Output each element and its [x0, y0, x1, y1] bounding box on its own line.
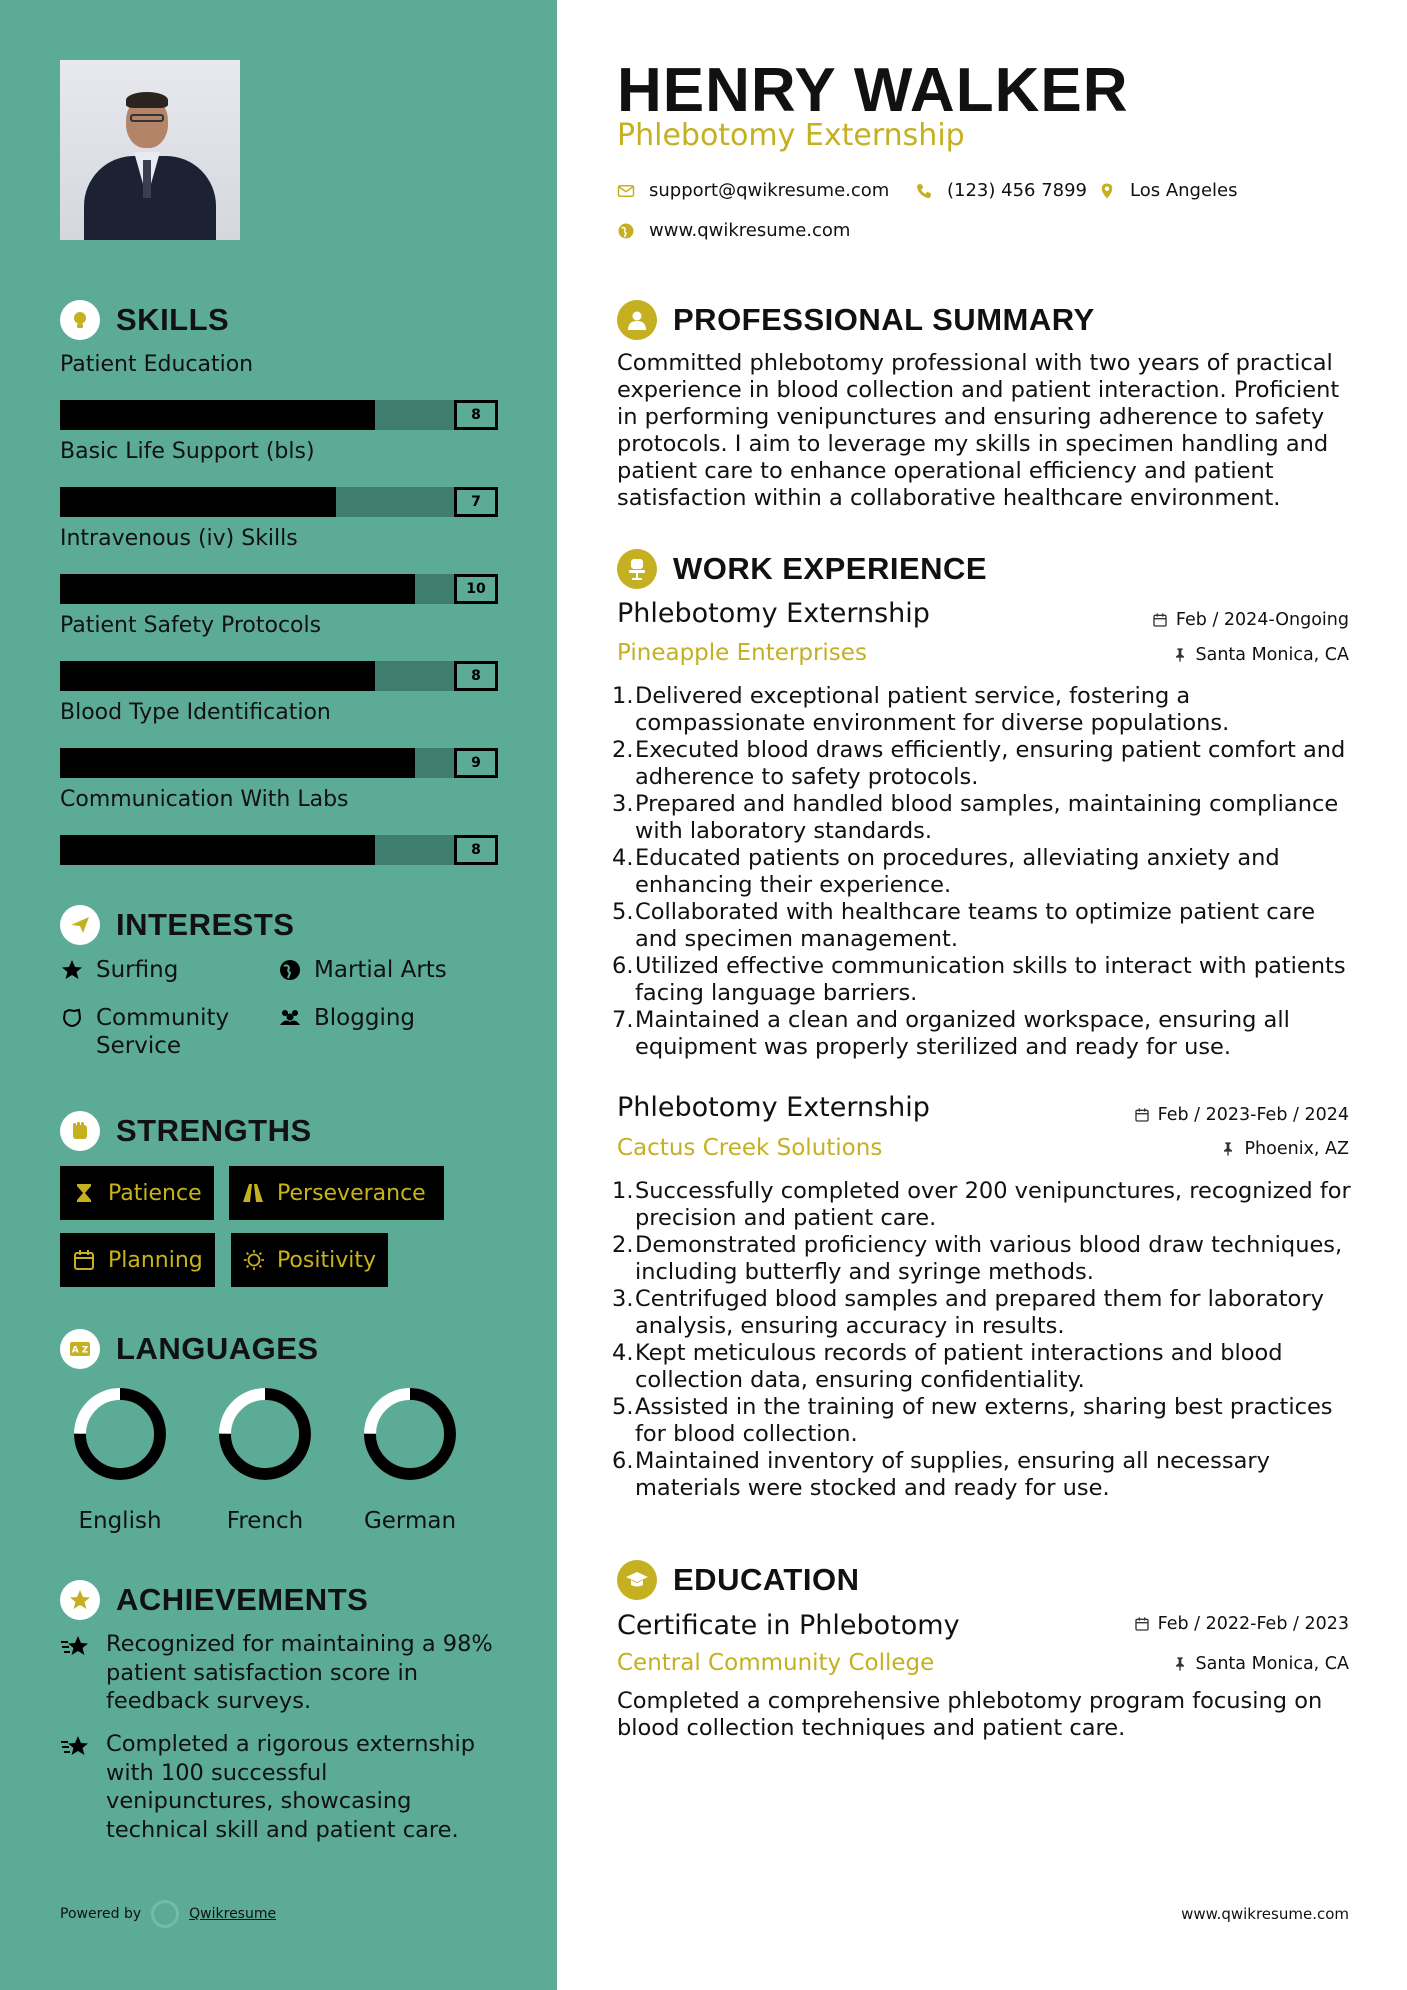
profile-photo [60, 60, 240, 240]
education-heading [617, 1560, 859, 1600]
skills-title: SKILLS [116, 302, 230, 337]
skill-bar [60, 661, 498, 691]
job-location [1220, 1139, 1349, 1159]
email-text: support@qwikresume.com [649, 180, 890, 201]
language-item [350, 1386, 470, 1534]
skill-bar [60, 748, 498, 778]
chair-icon [617, 549, 657, 589]
interest-label: Blogging [314, 1005, 416, 1031]
hourglass-icon [72, 1181, 96, 1205]
powered-label: Powered by [60, 1906, 142, 1922]
duty-item: Utilized effective communication skills to interact with patients facing language barriers. [635, 953, 1346, 1006]
job-company: Pineapple Enterprises [617, 640, 867, 666]
job-location-text: Phoenix, AZ [1244, 1139, 1349, 1159]
job-date-text: Feb / 2023-Feb / 2024 [1157, 1105, 1349, 1125]
job-duties [612, 1178, 1352, 1502]
duty-item: Executed blood draws efficiently, ensuring patient comfort and adherence to safety protocols. [635, 737, 1346, 790]
degree-title: Certificate in Phlebotomy [617, 1610, 960, 1641]
job-title: Phlebotomy Externship [617, 598, 930, 629]
duty-item: Maintained a clean and organized workspace, ensuring all equipment was properly sterilized and ready for use. [635, 1007, 1290, 1060]
skill-score: 8 [454, 661, 498, 691]
strength-badge [231, 1233, 388, 1287]
achievements-heading [60, 1580, 368, 1620]
education-date [1134, 1614, 1349, 1634]
job-date [1134, 1105, 1349, 1125]
candidate-name: HENRY WALKER [617, 56, 1129, 125]
users-icon [278, 1006, 302, 1030]
globe-icon [278, 958, 302, 982]
duty-item: Centrifuged blood samples and prepared them for laboratory analysis, ensuring accuracy in results. [635, 1286, 1324, 1339]
skill-bar-fill [60, 661, 375, 691]
contact-phone[interactable] [915, 180, 1087, 201]
pushpin-icon [1172, 647, 1188, 663]
summary-heading [617, 300, 1095, 340]
skill-bar-fill [60, 835, 375, 865]
skill-bar [60, 574, 498, 604]
skill-item [60, 785, 498, 865]
skill-score: 7 [454, 487, 498, 517]
calendar-icon [1134, 1107, 1150, 1123]
skill-bar-fill [60, 574, 415, 604]
interest-item [278, 1004, 498, 1032]
strength-label: Planning [108, 1247, 203, 1273]
achievements-title: ACHIEVEMENTS [116, 1582, 369, 1617]
skill-score: 9 [454, 748, 498, 778]
strength-badge [60, 1166, 214, 1220]
language-name: French [226, 1508, 304, 1534]
job-date [1152, 610, 1349, 630]
education-title: EDUCATION [673, 1562, 860, 1597]
strength-label: Patience [108, 1180, 202, 1206]
languages-heading [60, 1329, 319, 1369]
language-name: German [363, 1508, 457, 1534]
duty-item: Collaborated with healthcare teams to optimize patient care and specimen management. [635, 899, 1316, 952]
duty-item: Demonstrated proficiency with various blood draw techniques, including butterfly and syringe methods. [635, 1232, 1343, 1285]
interests-heading [60, 905, 294, 945]
strengths-title: STRENGTHS [116, 1113, 312, 1148]
achievement-item [60, 1730, 500, 1844]
svg-text:A Z: A Z [71, 1345, 89, 1356]
shooting-star-icon [60, 1734, 92, 1762]
job-date-text: Feb / 2024-Ongoing [1175, 610, 1349, 630]
phone-text: (123) 456 7899 [947, 180, 1088, 201]
interest-label: Surfing [96, 957, 179, 983]
education-date-text: Feb / 2022-Feb / 2023 [1157, 1614, 1349, 1634]
interests-title: INTERESTS [116, 907, 295, 942]
skill-name: Intravenous (iv) Skills [60, 526, 298, 551]
job-company: Cactus Creek Solutions [617, 1135, 883, 1161]
graduation-cap-icon [617, 1560, 657, 1600]
language-icon [60, 1329, 100, 1369]
skill-name: Communication With Labs [60, 787, 349, 812]
duty-item: Successfully completed over 200 venipunctures, recognized for precision and patient care. [635, 1178, 1351, 1231]
sidebar [0, 0, 557, 1990]
education-location-text: Santa Monica, CA [1195, 1654, 1349, 1674]
skill-name: Blood Type Identification [60, 700, 331, 725]
road-icon [241, 1181, 265, 1205]
interest-item [60, 956, 260, 984]
skill-score: 8 [454, 400, 498, 430]
job-location-text: Santa Monica, CA [1195, 645, 1349, 665]
language-item [205, 1386, 325, 1534]
skill-bar-fill [60, 487, 336, 517]
language-item [60, 1386, 180, 1534]
qwikresume-link[interactable]: Qwikresume [189, 1906, 277, 1922]
skill-name: Patient Safety Protocols [60, 613, 322, 638]
skill-bar [60, 400, 498, 430]
school-name: Central Community College [617, 1650, 935, 1676]
hand-icon [60, 1006, 84, 1030]
paper-plane-icon [60, 905, 100, 945]
sun-icon [243, 1248, 265, 1272]
job-duties [612, 683, 1352, 1061]
skill-bar [60, 487, 498, 517]
skill-item [60, 350, 498, 430]
skills-heading [60, 300, 229, 340]
calendar-icon [1134, 1616, 1150, 1632]
footer-url[interactable]: www.qwikresume.com [1181, 1905, 1349, 1923]
skill-bar [60, 835, 498, 865]
education-description: Completed a comprehensive phlebotomy program focusing on blood collection techniques and patient care. [617, 1688, 1323, 1741]
duty-item: Maintained inventory of supplies, ensuring all necessary materials were stocked and ready for use. [635, 1448, 1270, 1501]
achievement-item [60, 1630, 500, 1716]
pushpin-icon [1172, 1656, 1188, 1672]
work-heading [617, 549, 987, 589]
duty-item: Delivered exceptional patient service, fostering a compassionate environment for diverse populations. [635, 683, 1230, 736]
powered-by [60, 1900, 276, 1928]
education-location [1172, 1654, 1350, 1674]
shooting-star-icon [60, 1634, 92, 1662]
skill-bar-fill [60, 400, 375, 430]
strengths-heading [60, 1111, 312, 1151]
job-location [1172, 645, 1350, 665]
duty-item: Prepared and handled blood samples, maintaining compliance with laboratory standards. [635, 791, 1339, 844]
work-title: WORK EXPERIENCE [673, 551, 988, 586]
interest-label: Community Service [96, 1005, 230, 1059]
skill-name: Patient Education [60, 352, 254, 377]
phone-icon [915, 182, 933, 200]
website-text: www.qwikresume.com [649, 220, 851, 241]
map-pin-icon [1098, 182, 1116, 200]
summary-title: PROFESSIONAL SUMMARY [673, 302, 1095, 337]
duty-item: Kept meticulous records of patient interactions and blood collection data, ensuring confidentiality. [635, 1340, 1283, 1393]
fist-icon [60, 1111, 100, 1151]
envelope-icon [617, 182, 635, 200]
skill-bar-fill [60, 748, 415, 778]
skill-item [60, 611, 498, 691]
skill-item [60, 524, 498, 604]
skill-item [60, 437, 498, 517]
contact-website[interactable] [617, 220, 850, 241]
job-title: Phlebotomy Externship [617, 1092, 930, 1123]
strength-badge [229, 1166, 444, 1220]
candidate-role: Phlebotomy Externship [617, 118, 965, 153]
interest-label: Martial Arts [314, 957, 447, 983]
duty-item: Educated patients on procedures, alleviating anxiety and enhancing their experience. [635, 845, 1280, 898]
qwikresume-logo-icon [151, 1900, 179, 1928]
calendar-icon [72, 1248, 96, 1272]
language-donut [72, 1386, 168, 1482]
interest-item [278, 956, 498, 984]
language-donut [217, 1386, 313, 1482]
strength-label: Perseverance [277, 1180, 426, 1206]
achievement-text: Completed a rigorous externship with 100 successful venipunctures, showcasing technical skill and patient care. [106, 1731, 476, 1843]
skill-score: 10 [454, 574, 498, 604]
contact-email[interactable] [617, 180, 889, 201]
globe-icon [617, 222, 635, 240]
achievement-text: Recognized for maintaining a 98% patient satisfaction score in feedback surveys. [106, 1631, 493, 1714]
languages-title: LANGUAGES [116, 1331, 319, 1366]
star-badge-icon [60, 1580, 100, 1620]
summary-text: Committed phlebotomy professional with two years of practical experience in blood collection and patient interaction. Proficient in performing venipunctures and ensuring adherence to safety protocols. I aim to leverage my skills in specimen handling and patient care to enhance operational efficiency and patient satisfaction within a collaborative healthcare environment. [617, 350, 1340, 511]
language-name: English [78, 1508, 162, 1534]
interest-item [60, 1004, 260, 1060]
user-icon [617, 300, 657, 340]
location-text: Los Angeles [1130, 180, 1238, 201]
calendar-icon [1152, 612, 1168, 628]
skill-name: Basic Life Support (bls) [60, 439, 315, 464]
star-icon [60, 958, 84, 982]
skill-item [60, 698, 498, 778]
language-donut [362, 1386, 458, 1482]
lightbulb-icon [60, 300, 100, 340]
pushpin-icon [1220, 1141, 1236, 1157]
duty-item: Assisted in the training of new externs, sharing best practices for blood collection. [635, 1394, 1333, 1447]
skill-score: 8 [454, 835, 498, 865]
contact-location [1098, 180, 1238, 201]
strength-badge [60, 1233, 215, 1287]
strength-label: Positivity [276, 1247, 376, 1273]
